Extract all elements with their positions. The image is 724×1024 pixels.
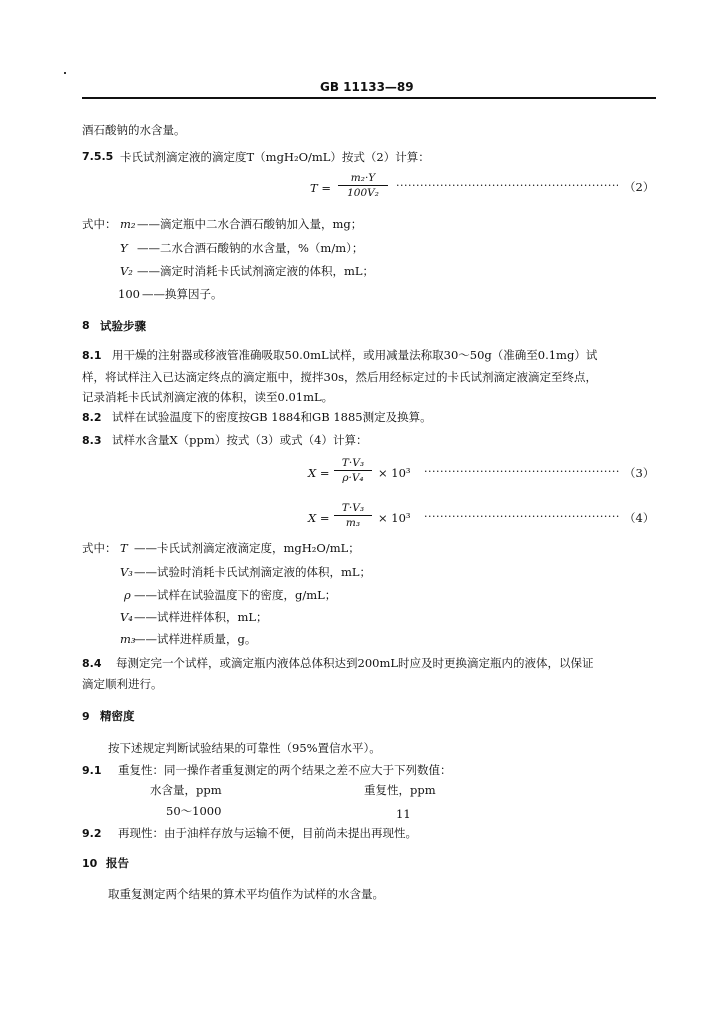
clause-number-9-2: 9.2	[82, 827, 102, 840]
symbol-v4: V₄	[120, 610, 133, 624]
clause-8-2-text: 试样在试验温度下的密度按GB 1884和GB 1885测定及换算。	[112, 410, 432, 424]
formula-2-lhs: T =	[310, 181, 331, 195]
standard-number: GB 11133—89	[320, 80, 414, 94]
symbol-y: Y	[120, 241, 128, 255]
formula-4-denominator: m₃	[345, 517, 361, 529]
desc-v4: ——试样进样体积，mL；	[134, 610, 268, 624]
clause-8-4-line-1: 每测定完一个试样，或滴定瓶内液体总体积达到200mL时应及时更换滴定瓶内的液体，以保证	[116, 656, 594, 670]
leader-dots	[424, 510, 620, 523]
formula-4-lhs: X =	[308, 511, 330, 525]
section-9-number: 9	[82, 710, 90, 723]
section-10-title: 报告	[106, 856, 129, 870]
formula-2-denominator: 100V₂	[347, 187, 379, 199]
desc-v3: ——试验时消耗卡氏试剂滴定液的体积，mL；	[134, 565, 372, 579]
section-10-number: 10	[82, 857, 98, 870]
section-9-intro: 按下述规定判断试验结果的可靠性（95%置信水平）。	[108, 741, 381, 755]
desc-v2: ——滴定时消耗卡氏试剂滴定液的体积，mL；	[137, 264, 375, 278]
clause-9-1-text: 重复性：同一操作者重复测定的两个结果之差不应大于下列数值：	[118, 763, 452, 777]
clause-number-8-1: 8.1	[82, 349, 102, 362]
formula-4-tail: × 10³	[378, 511, 411, 525]
desc-100: ——换算因子。	[142, 287, 223, 301]
desc-rho: ——试样在试验温度下的密度，g/mL；	[134, 588, 337, 602]
symbol-m3: m₃	[120, 632, 136, 646]
desc-m3: ——试样进样质量，g。	[134, 632, 257, 646]
clause-8-1-line-1: 用干燥的注射器或移液管准确吸取50.0mL试样，或用减量法称取30～50g（准确至0.1mg）试	[112, 348, 598, 362]
section-10-text: 取重复测定两个结果的算术平均值作为试样的水含量。	[108, 887, 384, 901]
equation-number-4: （4）	[624, 511, 655, 525]
clause-number-8-3: 8.3	[82, 434, 102, 447]
where-label-2: 式中：	[82, 541, 117, 555]
symbol-m2: m₂	[120, 217, 136, 231]
clause-8-4-line-2: 滴定顺利进行。	[82, 677, 163, 691]
section-8-number: 8	[82, 319, 90, 332]
section-8-title: 试验步骤	[100, 319, 146, 333]
formula-2-numerator: m₂·Y	[350, 172, 376, 184]
symbol-v3: V₃	[120, 565, 133, 579]
clause-number-8-4: 8.4	[82, 657, 102, 670]
symbol-v2: V₂	[120, 264, 133, 278]
desc-y: ——二水合酒石酸钠的水含量，%（m/m）；	[137, 241, 364, 255]
table-header-water-content: 水含量，ppm	[150, 783, 222, 797]
desc-t: ——卡氏试剂滴定液滴定度，mgH₂O/mL；	[134, 541, 360, 555]
section-9-title: 精密度	[100, 709, 135, 723]
formula-3-fraction	[334, 457, 372, 484]
table-cell-range: 50～1000	[166, 804, 222, 818]
clause-number-8-2: 8.2	[82, 411, 102, 424]
clause-number-9-1: 9.1	[82, 764, 102, 777]
symbol-t: T	[120, 541, 128, 555]
equation-number-2: （2）	[624, 180, 655, 194]
formula-3-numerator: T·V₃	[341, 457, 365, 469]
formula-3-tail: × 10³	[378, 466, 411, 480]
clause-9-2-text: 再现性：由于油样存放与运输不便，目前尚未提出再现性。	[118, 826, 417, 840]
clause-number-7-5-5: 7.5.5	[82, 150, 114, 163]
equation-number-3: （3）	[624, 466, 655, 480]
formula-2-fraction	[338, 172, 388, 199]
symbol-rho: ρ	[124, 588, 131, 602]
clause-8-3-text: 试样水含量X（ppm）按式（3）或式（4）计算：	[112, 433, 368, 447]
header-rule	[82, 97, 656, 99]
scan-speck	[64, 72, 66, 74]
leader-dots	[424, 465, 620, 478]
where-label-1: 式中：	[82, 217, 117, 231]
clause-8-1-line-2: 样，将试样注入已达滴定终点的滴定瓶中，搅拌30s，然后用经标定过的卡氏试剂滴定液滴定至终点，	[82, 370, 598, 384]
continued-text: 酒石酸钠的水含量。	[82, 123, 186, 137]
table-cell-repeatability: 11	[396, 807, 411, 821]
formula-3-denominator: ρ·V₄	[342, 472, 364, 484]
table-header-repeatability: 重复性，ppm	[364, 783, 436, 797]
symbol-100: 100	[118, 287, 140, 301]
clause-8-1-line-3: 记录消耗卡氏试剂滴定液的体积，读至0.01mL。	[82, 390, 334, 404]
leader-dots	[396, 179, 618, 192]
formula-4-fraction	[334, 502, 372, 529]
desc-m2: ——滴定瓶中二水合酒石酸钠加入量，mg；	[137, 217, 363, 231]
clause-7-5-5-text: 卡氏试剂滴定液的滴定度T（mgH₂O/mL）按式（2）计算：	[120, 150, 430, 164]
formula-3-lhs: X =	[308, 466, 330, 480]
formula-4-numerator: T·V₃	[341, 502, 365, 514]
